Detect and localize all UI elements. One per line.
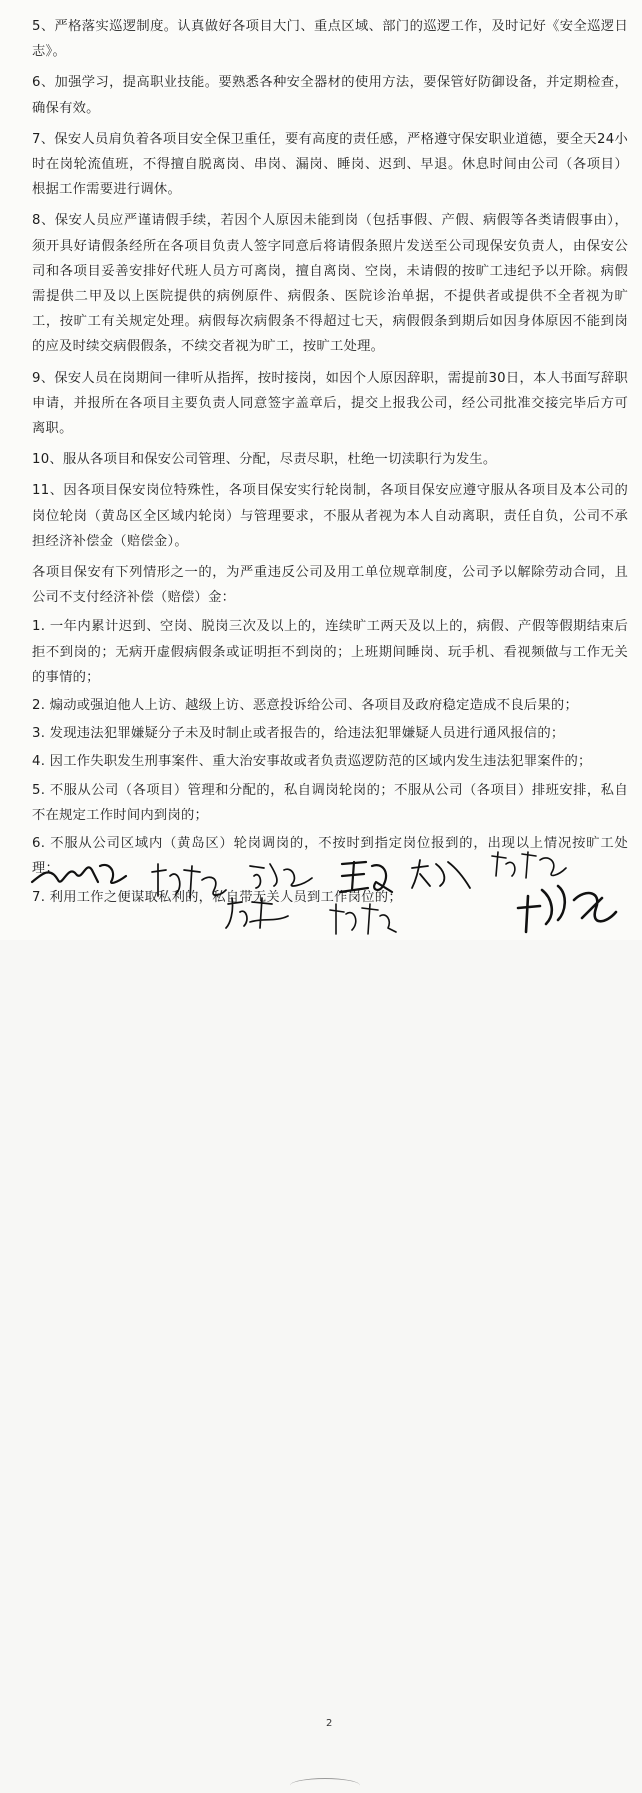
- signature-2: [148, 860, 230, 902]
- rule-11: 11、因各项目保安岗位特殊性，各项目保安实行轮岗制，各项目保安应遵守服从各项目及本公司的岗位轮岗（黄岛区全区域内轮岗）与管理要求，不服从者视为本人自动离职，责任自负，公司不承担经济补偿金（赔偿金）。: [32, 483, 628, 549]
- violation-item: 5. 不服从公司（各项目）管理和分配的，私自调岗轮岗的；不服从公司（各项目）排班安排，私自不在规定工作时间内到岗的；: [32, 782, 628, 823]
- signature-5: [408, 854, 474, 894]
- rule-7: 7、保安人员肩负着各项目安全保卫重任，要有高度的责任感，严格遵守保安职业道德，要全天24小时在岗轮流值班，不得擅自脱离岗、串岗、漏岗、睡岗、迟到、早退。休息时间由公司（各项目）根据工作需要进行调休。: [32, 131, 628, 198]
- rule-9: 9、保安人员在岗期间一律听从指挥，按时接岗，如因个人原因辞职，需提前30日，本人书面写辞职申请，并报所在各项目主要负责人同意签字盖章后，提交上报我公司，经公司批准交接完毕后方可离职。: [32, 370, 628, 437]
- binding-arc: [290, 1778, 360, 1793]
- signature-4: [336, 854, 398, 898]
- violation-item: 3. 发现违法犯罪嫌疑分子未及时制止或者报告的，给违法犯罪嫌疑人员进行通风报信的；: [32, 726, 565, 742]
- signature-6: [488, 848, 570, 882]
- signature-8: [326, 900, 400, 938]
- page-number: 2: [326, 1718, 333, 1729]
- signature-1: [28, 852, 136, 892]
- rule-6: 6、加强学习，提高职业技能。要熟悉各种安全器材的使用方法，要保管好防御设备，并定期检查，确保有效。: [32, 75, 628, 116]
- rule-8: 8、保安人员应严谨请假手续，若因个人原因未能到岗（包括事假、产假、病假等各类请假事由），须开具好请假条经所在各项目负责人签字同意后将请假条照片发送至公司现保安负责人，由保安公司和各项目妥善安排好代班人员方可离岗，擅自离岗、空岗，未请假的按旷工违纪予以开除。病假需提供二甲及以上医院提供的病例原件、病假条、医院诊治单据，不提供者或提供不全者视为旷工，按旷工有关规定处理。病假每次病假条不得超过七天，病假假条到期后如因身体原因不能到岗的应及时续交病假假条，不续交者视为旷工，按旷工处理。: [32, 213, 628, 355]
- rule-10: 10、服从各项目和保安公司管理、分配，尽责尽职，杜绝一切渎职行为发生。: [32, 452, 497, 468]
- violation-item: 1. 一年内累计迟到、空岗、脱岗三次及以上的，连续旷工两天及以上的，病假、产假等假期结束后拒不到岗的；无病开虚假病假条或证明拒不到岗的；上班期间睡岗、玩手机、看视频做与工作无关的事情的；: [32, 619, 628, 685]
- violation-item: 7. 利用工作之便谋取私利的，私自带无关人员到工作岗位的；: [32, 889, 402, 905]
- violation-item: 2. 煽动或强迫他人上访、越级上访、恶意投诉给公司、各项目及政府稳定造成不良后果的；: [32, 698, 578, 714]
- signature-area: [0, 848, 642, 1729]
- signature-9: [512, 878, 620, 936]
- rules-body: [32, 14, 628, 610]
- signature-3: [246, 856, 320, 892]
- rule-5: 5、严格落实巡逻制度。认真做好各项目大门、重点区域、部门的巡逻工作，及时记好《安全巡逻日志》。: [32, 19, 628, 60]
- violation-item: 4. 因工作失职发生刑事案件、重大治安事故或者负责巡逻防范的区域内发生违法犯罪案件的；: [32, 754, 592, 770]
- signature-7: [222, 892, 294, 934]
- dismissal-intro: 各项目保安有下列情形之一的，为严重违反公司及用工单位规章制度，公司予以解除劳动合同，且公司不支付经济补偿（赔偿）金：: [32, 565, 628, 606]
- violation-item: 6. 不服从公司区域内（黄岛区）轮岗调岗的，不按时到指定岗位报到的，出现以上情况按旷工处理；: [32, 836, 628, 877]
